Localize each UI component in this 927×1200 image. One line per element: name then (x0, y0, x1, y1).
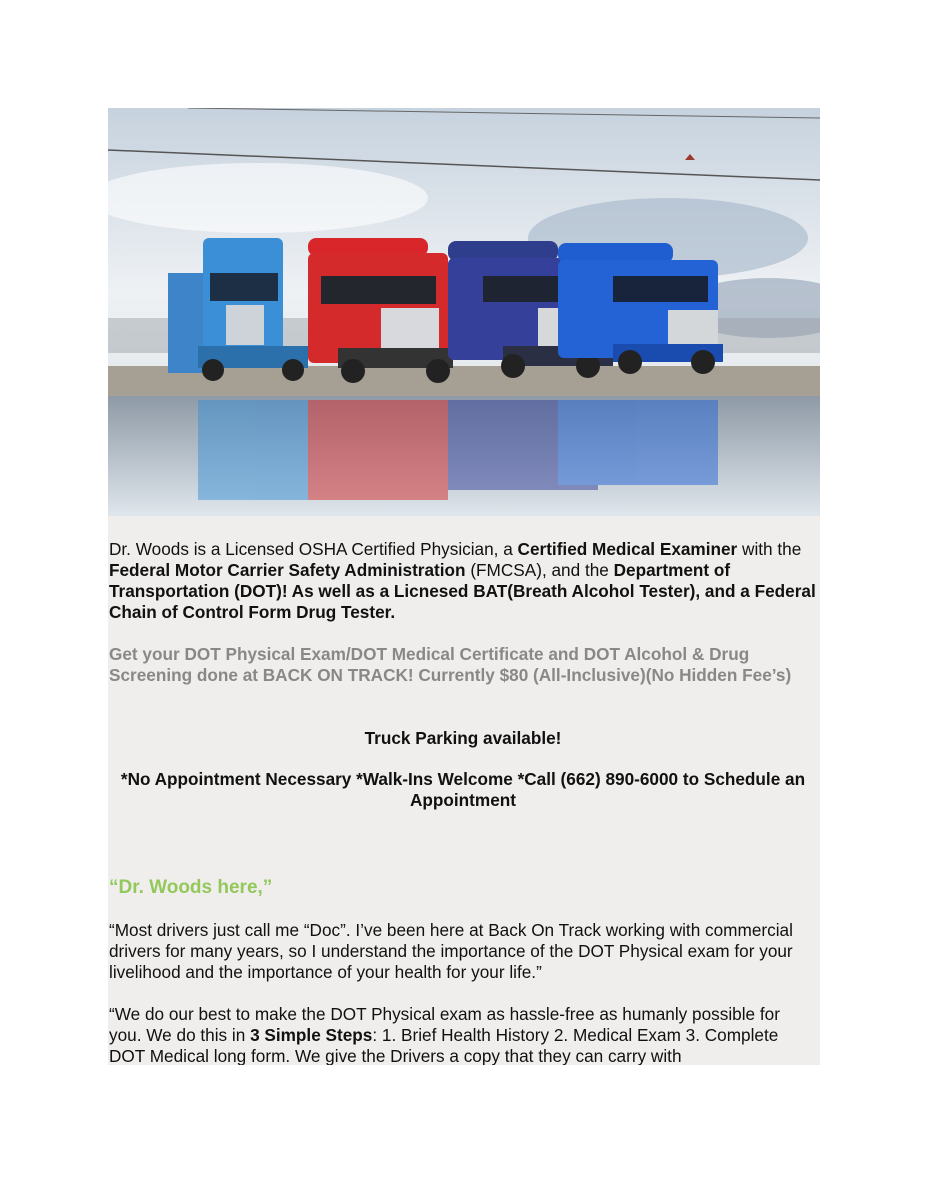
truck-parking-text: Truck Parking available! (364, 728, 562, 748)
quote-paragraph-2-text-c: : 1. Brief Health History 2. Medical Exam 3. Complete DOT Medical long form. We give the Drivers a copy that they can carry with (109, 1025, 779, 1065)
promo-text: Get your DOT Physical Exam/DOT Medical Certificate and DOT Alcohol & Drug Screening done at BACK ON TRACK! Currently $80 (All-Inclusive)(No Hidden Fee’s) (109, 644, 792, 685)
quote-heading: “Dr. Woods here,” (109, 877, 273, 898)
intro-text-2: with the (737, 539, 802, 559)
intro-bold-1: Certified Medical Examiner (517, 539, 738, 559)
intro-bold-3: Department of Transportation (DOT)! As well as a Licnesed BAT(Breath Alcohol Tester), and a Federal Chain of Control Form Drug Tester. (109, 560, 816, 622)
hero-image (108, 108, 820, 516)
quote-paragraph-1: “Most drivers just call me “Doc”. I’ve been here at Back On Track working with commercial drivers for many years, so I understand the importance of the DOT Physical exam for your livelihood and the importance of your health for your life.” (109, 920, 793, 982)
three-steps-label: 3 Simple Steps (250, 1025, 373, 1045)
content-panel (108, 108, 820, 1065)
intro-bold-2: Federal Motor Carrier Safety Administration (109, 560, 466, 580)
intro-text-1: Dr. Woods is a Licensed OSHA Certified Physician, a (109, 539, 518, 559)
intro-text-3: (FMCSA), and the (465, 560, 614, 580)
quote-paragraph-2-text-a: “We do our best to make the DOT Physical exam as hassle-free as humanly possible for you. We do this in (109, 1004, 780, 1045)
walk-ins-text: *No Appointment Necessary *Walk-Ins Welcome *Call (662) 890-6000 to Schedule an Appointment (120, 769, 806, 810)
intro-paragraph (109, 539, 817, 623)
quote-paragraph-2 (109, 1004, 817, 1065)
